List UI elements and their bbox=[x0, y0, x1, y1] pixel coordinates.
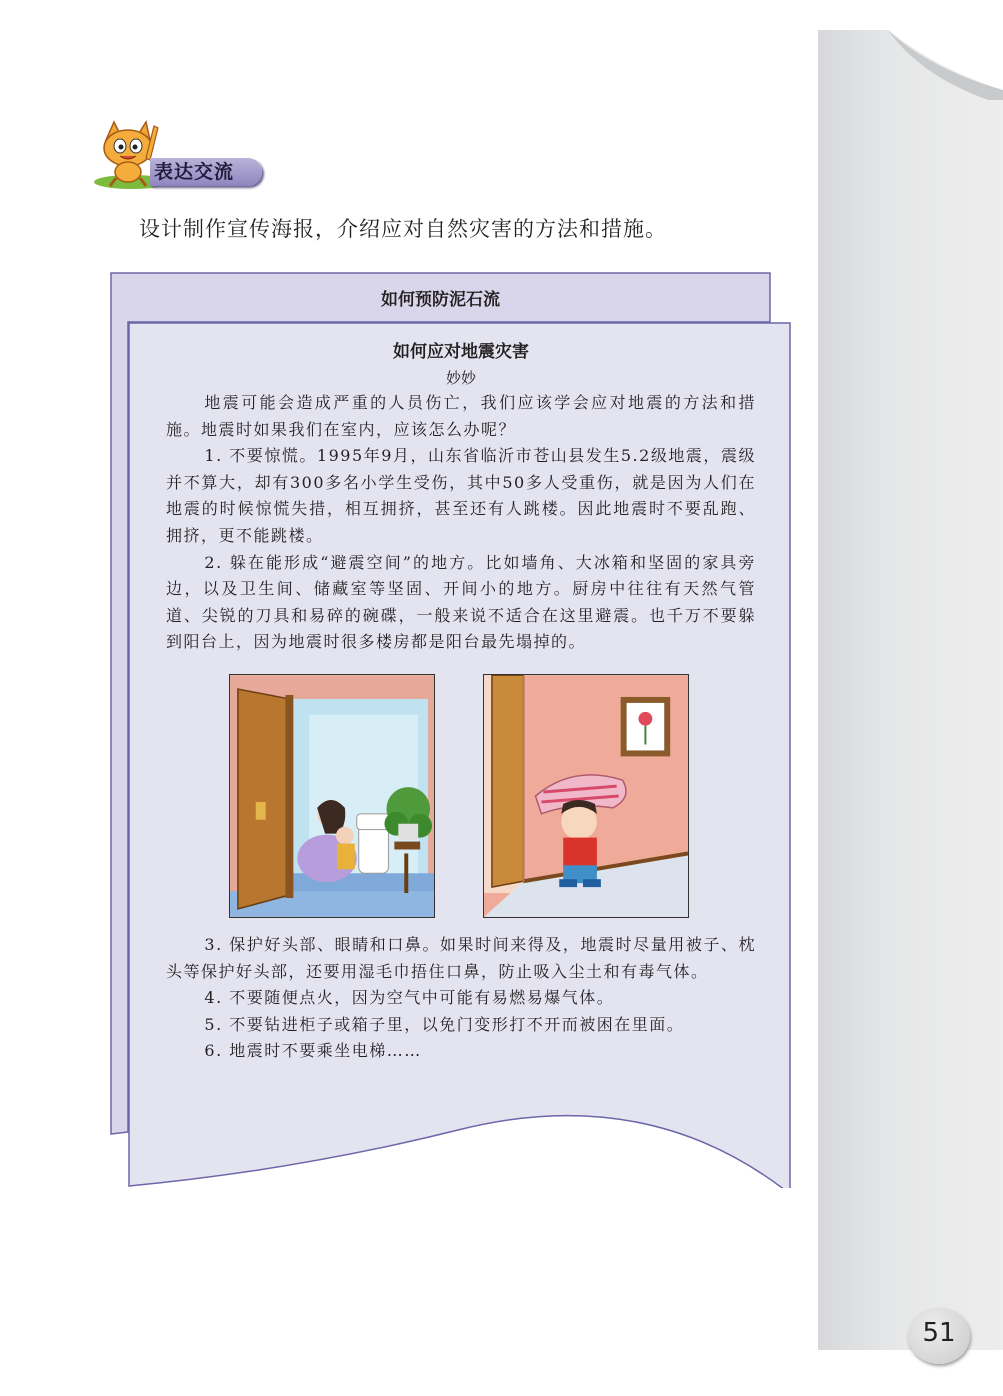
paragraph: 1. 不要惊慌。1995年9月，山东省临沂市苍山县发生5.2级地震，震级并不算大，却有300多名小学生受伤，其中50多人受重伤，就是因为人们在地震的时候惊慌失措，相互拥挤，甚至还有人跳楼。因此地震时不要乱跑、拥挤，更不能跳楼。 bbox=[166, 446, 756, 545]
paragraph: 地震可能会造成严重的人员伤亡，我们应该学会应对地震的方法和措施。地震时如果我们在室内，应该怎么办呢？ bbox=[166, 393, 756, 439]
poster-back-title: 如何预防泥石流 bbox=[381, 290, 500, 310]
section-title: 表达交流 bbox=[150, 158, 262, 186]
page-number: 51 bbox=[922, 1318, 956, 1348]
poster-content bbox=[166, 338, 756, 656]
illustration-bathroom-shelter bbox=[229, 674, 435, 918]
poster-author: 妙妙 bbox=[445, 369, 476, 387]
paragraph: 3. 保护好头部、眼睛和口鼻。如果时间来得及，地震时尽量用被子、枕头等保护好头部，还要用湿毛巾捂住口鼻，防止吸入尘土和有毒气体。 bbox=[166, 935, 756, 981]
paragraph: 4. 不要随便点火，因为空气中可能有易燃易爆气体。 bbox=[204, 988, 615, 1008]
poster-lower-content bbox=[166, 932, 756, 1065]
page-curl bbox=[818, 30, 1003, 100]
page-edge bbox=[818, 30, 1003, 1350]
paragraph: 6. 地震时不要乘坐电梯…… bbox=[204, 1041, 422, 1061]
paragraph: 5. 不要钻进柜子或箱子里，以免门变形打不开而被困在里面。 bbox=[204, 1014, 685, 1034]
intro-text: 设计制作宣传海报，介绍应对自然灾害的方法和措施。 bbox=[139, 217, 667, 241]
paragraph: 2. 躲在能形成“避震空间”的地方。比如墙角、大冰箱和坚固的家具旁边，以及卫生间、储藏室等坚固、开间小的地方。厨房中往往有天然气管道、尖锐的刀具和易碎的碗碟，一般来说不适合在这里避震。也千万不要躲到阳台上，因为地震时很多楼房都是阳台最先塌掉的。 bbox=[166, 552, 756, 652]
illustration-corner-shelter bbox=[483, 674, 689, 918]
poster-title: 如何应对地震灾害 bbox=[393, 342, 529, 362]
